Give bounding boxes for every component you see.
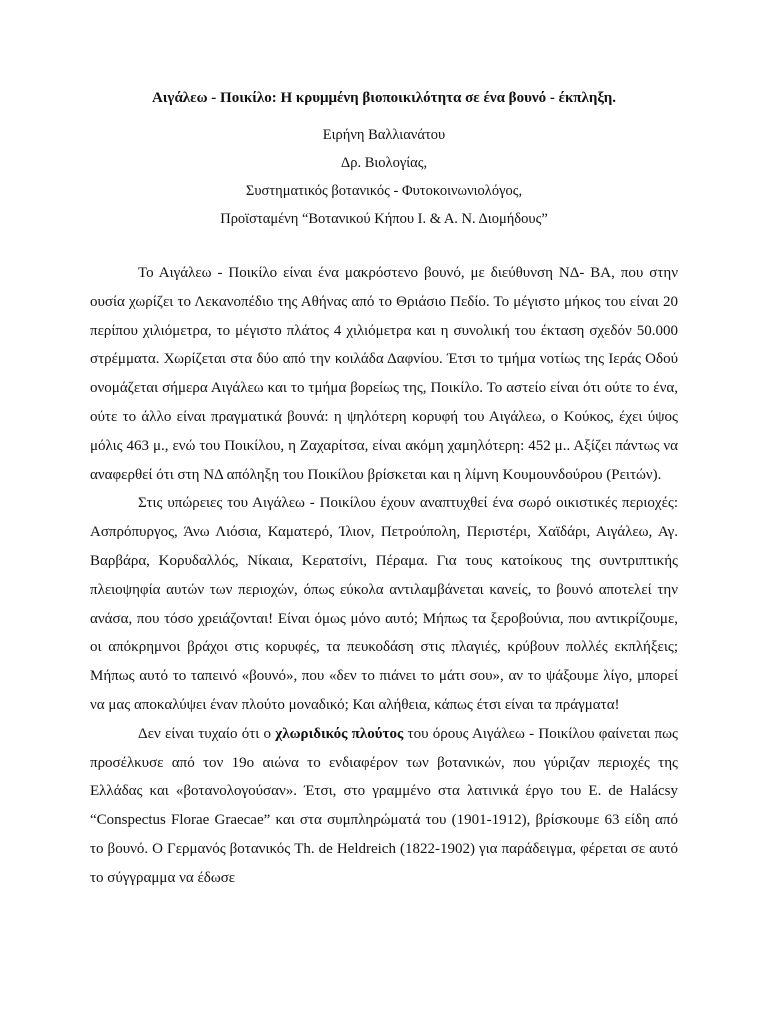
paragraph-3-lead: Δεν είναι τυχαίο ότι ο [138, 725, 276, 742]
body-paragraph-3 [90, 720, 678, 893]
paragraph-3-rest: του όρους Αιγάλεω - Ποικίλου φαίνεται πως προσέλκυσε από τον 19ο αιώνα το ενδιαφέρον των βοτανικών, που γύριζαν περιοχές της Ελλάδας και «βοτανολογούσαν». Έτσι, στο γραμμένο στα λατινικά έργο του E. de Halácsy “Conspectus Florae Graecae” και στα συμπληρώματά του (1901-1912), βρίσκουμε 63 είδη από το βουνό. Ο Γερμανός βοτανικός Th. de Heldreich (1822-1902) για παράδειγμα, φέρεται σε αυτό το σύγγραμμα να έδωσε [90, 725, 678, 886]
document-title: Αιγάλεω - Ποικίλο: Η κρυμμένη βιοποικιλότητα σε ένα βουνό - έκπληξη. [151, 90, 617, 106]
author-block [90, 121, 678, 233]
author-position: Προϊσταμένη “Βοτανικού Κήπου Ι. & Α. Ν. Διομήδους” [220, 211, 548, 227]
document-page [90, 90, 678, 893]
author-name: Ειρήνη Βαλλιανάτου [322, 127, 446, 143]
paragraph-3-emphasis: χλωριδικός πλούτος [275, 725, 404, 742]
author-role: Συστηματικός βοτανικός - Φυτοκοινωνιολόγος, [245, 183, 523, 199]
body-paragraph-1: Το Αιγάλεω - Ποικίλο είναι ένα μακρόστενο βουνό, με διεύθυνση ΝΔ- ΒΑ, που στην ουσία χωρίζει το Λεκανοπέδιο της Αθήνας από το Θριάσιο Πεδίο. Το μέγιστο μήκος του είναι 20 περίπου χιλιόμετρα, το μέγιστο πλάτος 4 χιλιόμετρα και η συνολική του έκταση σχεδόν 50.000 στρέμματα. Χωρίζεται στα δύο από την κοιλάδα Δαφνίου. Έτσι το τμήμα νοτίως της Ιεράς Οδού ονομάζεται σήμερα Αιγάλεω και το τμήμα βορείως της, Ποικίλο. Το αστείο είναι ότι ούτε το ένα, ούτε το άλλο είναι πραγματικά βουνά: η ψηλότερη κορυφή του Αιγάλεω, ο Κούκος, έχει ύψος μόλις 463 μ., ενώ του Ποικίλου, η Ζαχαρίτσα, είναι ακόμη χαμηλότερη: 452 μ.. Αξίζει πάντως να αναφερθεί ότι στη ΝΔ απόληξη του Ποικίλου βρίσκεται και η λίμνη Κουμουνδούρου (Ρειτών). [90, 265, 678, 483]
body-paragraph-2: Στις υπώρειες του Αιγάλεω - Ποικίλου έχουν αναπτυχθεί ένα σωρό οικιστικές περιοχές: Ασπρόπυργος, Άνω Λιόσια, Καματερό, Ίλιον, Πετρούπολη, Περιστέρι, Χαϊδάρι, Αιγάλεω, Αγ. Βαρβάρα, Κορυδαλλός, Νίκαια, Κερατσίνι, Πέραμα. Για τους κατοίκους της συντριπτικής πλειοψηφία αυτών των περιοχών, όπως εύκολα αντιλαμβάνεται κανείς, το βουνό αποτελεί την ανάσα, που τόσο χρειάζονται! Είναι όμως μόνο αυτό; Μήπως τα ξεροβούνια, που αντικρίζουμε, οι απόκρημνοι βράχοι στις κορυφές, τα πευκοδάση στις πλαγιές, κρύβουν πολλές εκπλήξεις; Μήπως αυτό το ταπεινό «βουνό», που «δεν το πιάνει το μάτι σου», αν το ψάξουμε λίγο, μπορεί να μας αποκαλύψει έναν πλούτο μοναδικό; Και αλήθεια, κάπως έτσι είναι τα πράγματα! [90, 495, 678, 713]
author-degree: Δρ. Βιολογίας, [340, 155, 428, 171]
